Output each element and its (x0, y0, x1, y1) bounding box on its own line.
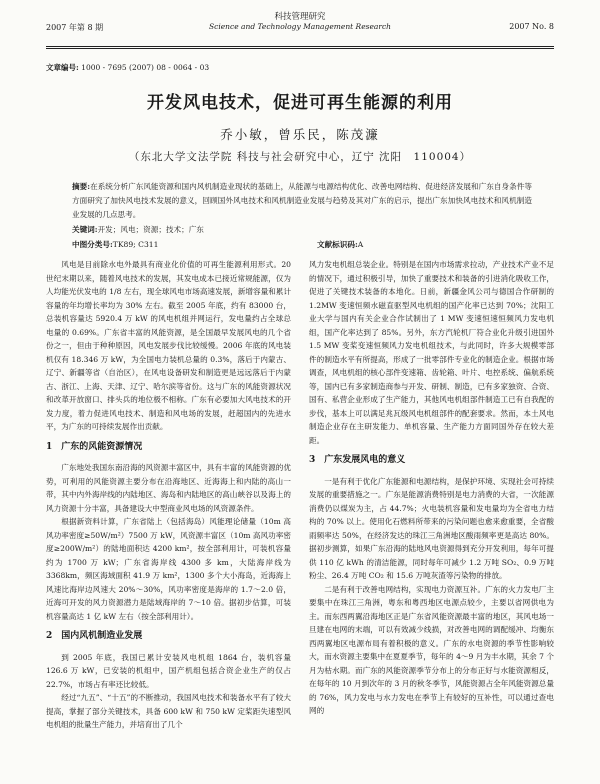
section2-paragraph-1: 到 2005 年底，我国已累计安装风电机组 1864 台，装机容量 126.6 万 kW，已安装的机组中，国产机组包括合资企业生产的仅占 22.7%，市场占有率还比较低。 (46, 652, 291, 689)
keywords-text: 开发；风电；资源；技术；广东 (97, 225, 204, 234)
abstract-text: 在系统分析广东风能资源和国内风机制造业现状的基础上，从能源与电源结构优化、改善电网结构、促进经济发展和广东自身条件等方面研究了加快风电技术发展的意义，回顾国外风电技术和风机制造业发展与趋势及其对广东的启示，提出广东加快风电技术和风机制造业发展的几点思考。 (72, 182, 532, 219)
classification-line (72, 239, 532, 250)
article-number (46, 62, 209, 73)
keywords-label: 关键词: (72, 225, 98, 234)
issue-label: 2007 年第 8 期 (46, 23, 104, 32)
paper-authors: 乔小敏，曾乐民，陈茂濂 (220, 127, 380, 142)
article-number-label: 文章编号: (46, 63, 79, 72)
right-column (309, 258, 554, 718)
abstract (72, 180, 532, 222)
issue-label-en: 2007 No. 8 (509, 22, 554, 31)
clc-value: TK89; C311 (112, 240, 159, 249)
running-header (46, 10, 554, 44)
section1-paragraph-2: 根据新资料计算，广东省陆上（包括海岛）风能理论储量（10m 高风功率密度≥50W/m²）7500 万 kW，风资源丰富区（10m 高风功率密度≥200W/m²）的陆地面积达 4200 km²，按全部利用计，可装机容量约为 1700 万 kW；广东省海岸线 4300 多 km，大陆海岸线为 3368km，频区海域面积 41.9 万 km²，1300 多个大小海岛，近海海上风速比海岸边风速大 20%～30%，风功率密度是海岸的 1.7～2.0 倍，近海可开发的风力资源潜力是陆域海岸的 7～10 倍。据初步估算，可装机容量高达 1 亿 kW 左右（按全部利用计）。 (46, 517, 291, 621)
section-heading-1: 1 广东的风能资源情况 (46, 441, 143, 452)
section2-paragraph-2: 经过“九五”、“十五”的不断推动，我国风电技术和装备水平有了较大提高，掌握了部分关键技术，具备 600 kW 和 750 kW 定桨距失速型风电机组的批量生产能力，并培育出了几个 (46, 693, 291, 729)
abstract-label: 摘要: (72, 182, 91, 191)
clc-label: 中图分类号: (72, 240, 113, 249)
section3-paragraph-1: 一是有利于优化广东能源和电源结构，是保护环境、实现社会可持续发展的重要措施之一。广东是能源消费特别是电力消费的大省，一次能源消费仍以煤炭为主，占 44.7%；火电装机容量和发电量均为全省电力结构的 70% 以上。使用化石燃料所带来的污染问题也愈来愈重要，全省酸雨频率达 50%，在经济发达的珠江三角洲地区酸雨频率更是高达 80%。据初步测算，如果广东沿海的陆地风电资源得到充分开发利用，每年可提供 110 亿 kWh 的清洁能源，同时每年可减少 1.2 万吨 SO₂、0.9 万吨粉尘、26.4 万吨 CO₂ 和 15.6 万吨灰渣等污染物的排放。 (309, 476, 554, 580)
keywords (72, 224, 532, 235)
left-column (46, 258, 291, 732)
article-number-value: 1000 - 7695 (2007) 08 - 0064 - 03 (81, 63, 210, 72)
journal-name-cn: 科技管理研究 (274, 12, 326, 22)
doc-code (317, 239, 363, 250)
section-heading-3: 3 广东发展风电的意义 (309, 455, 406, 465)
section1-paragraph-1: 广东地处我国东南沿海的风资源丰富区中，具有丰富的风能资源的优势，可利用的风能资源主要分布在沿海地区、近海海上和内陆的高山一带，其中内外海岸线的内陆地区、海岛和内陆地区的高山峡谷以及海上的风力资源十分丰富，具备建设大中型商业风电场的风资源条件。 (46, 463, 291, 513)
section3-paragraph-2: 二是有利于改善电网结构，实现电力资源互补。广东的火力发电厂主要集中在珠江三角洲，粤东和粤西地区电源点较少，主要以省网供电为主。而东西两翼沿海地区正是广东省风能资源最丰富的地区，其风电场一旦建在电网的末端，可以有效减少线损，对改善电网的调配缓冲、均衡东西两翼地区电源布局有着积极的意义。广东的水电资源的季节性影响较大，而水资源主要集中在夏夏季节，每年的 4～9 月为丰水期，其余 7 个月为枯水期。而广东的风能资源季节分布上的分布正好与水能资源相反，在每年的 10 月到次年的 3 月的秋冬季节，风能资源占全年风能资源总量的 76%，风力发电与水力发电在季节上有较好的互补性，可以通过查电网的 (309, 584, 554, 715)
section2-paragraph-cont: 风力发电机组总装企业。特别是在国内市场需求拉动，产业技术产业不足的情况下，通过积极引导，加快了重要技术和装备的引进消化吸收工作，促进了关键技术装备的本地化。日前，新疆金风公司与德国合作研制的 1.2MW 变速恒频水磁直驱型风电机组的国产化率已达到 70%；沈阳工业大学与国内有关企业合作试制出了 1 MW 变速恒速恒频风力发电机组，国产化率达到了 85%。另外，东方汽轮机厂符合业化升级引进国外 1.5 MW 变桨变速恒频风力发电机组技术，与此同时，许多大规模零部件的制造水平有所提高，形成了一批零部件专业化的制造企业。根据市场调查，风电机组的核心部件变速箱、齿轮箱、叶片、电控系统、偏航系统等，国内已有多家制造商参与开发、研制、制造，已有多家独资、合资、国有、私营企业形成了生产能力，其他风电机组部件制造工已有自我配的步伐，基本上可以满足兆瓦级风电机组部件的配套要求。然而，本土风电制造企业存在主研发能力、单机容量、生产能力方面同国外存在较大差距。 (309, 260, 554, 445)
header-rule-thin (46, 48, 554, 49)
author-affiliation: （东北大学文法学院 科技与社会研究中心，辽宁 沈阳 110004） (128, 151, 472, 163)
header-rule (46, 46, 554, 47)
intro-paragraph: 风电是目前除水电外最具有商业化价值的可再生能源利用形式。20 世纪末期以来，随着风电技术的发展，其发电成本已接近常规能源，仅为人均能光伏发电的 1/8 左右，现全球风电市场高速发展，新增容量和累计容量的年均增长率均为 30% 左右。截至 2005 年底，约有 83000 台，总装机容量达 5920.4 万 kW 的风电机组并网运行，发电量约占全球总电量的 0.69%。广东省丰富的风能资源，是全国最早发展风电的几个省份之一，但由于种种原因，风电发展步伐比较缓慢。2006 年底的风电装机仅有 18.346 万 kW，为全国电力装机总量的 0.3%，落后于内蒙古、辽宁、新疆等省（自治区），在风电设备研发和制造更是远远落后于内蒙古、浙江、上海、天津、辽宁、哈尔滨等省份。这与广东的风能资源状况和改革开放窗口、排头兵的地位极不相称。广东有必要加大风电技术的开发力度，着力促进风电技术、制造和风电场的发展，赶超国内的先进水平，为广东的可持续发展作出贡献。 (46, 260, 291, 431)
journal-name-en: Science and Technology Management Research (208, 22, 392, 31)
journal-name (209, 10, 391, 31)
section-heading-2: 2 国内风机制造业发展 (46, 631, 143, 641)
doc-code-label: 文献标识码: (317, 240, 358, 249)
paper-title: 开发风电技术，促进可再生能源的利用 (147, 93, 453, 113)
doc-code-value: A (357, 240, 364, 249)
